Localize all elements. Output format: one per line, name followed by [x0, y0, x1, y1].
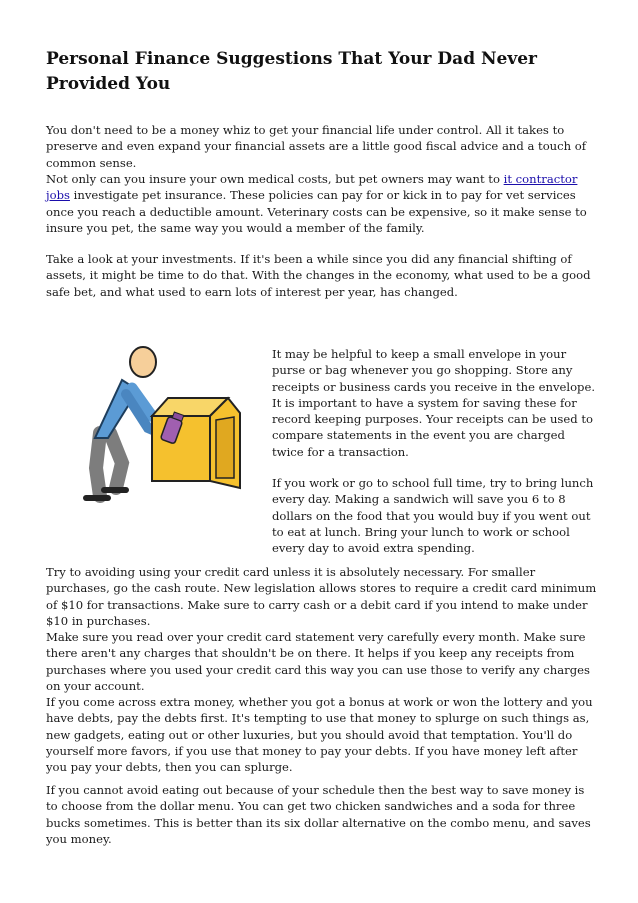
paragraph-pet-insurance: [46, 171, 598, 236]
paragraph-dollar-menu: If you cannot avoid eating out because of your schedule then the best way to save money is to choose from the dollar menu. You can get two chicken sandwiches and a soda for three bucks sometimes. This is better than its six dollar alternative on the combo menu, and saves you money.: [46, 783, 591, 846]
paragraph-statement: Make sure you read over your credit card statement very carefully every month. Make sure there aren't any charges that shouldn't be on there. It helps if you keep any receipts from purchases where you used your credit card this way you can use those to verify any charges on your account.: [46, 630, 590, 693]
paragraph-lunch: If you work or go to school full time, try to bring lunch every day. Making a sandwich will save you 6 to 8 dollars on the food that you would buy if you went out to eat at lunch. Bring your lunch to work or school every day to avoid extra spending.: [272, 476, 594, 556]
paragraph-text: investigate pet insurance. These policies can pay for or kick in to pay for vet services once you reach a deductible amount. Veterinary costs can be expensive, so it make sense to insure you pet, the same way you would a member of the family.: [46, 188, 587, 235]
illustration-svg: [60, 338, 265, 508]
paragraph-credit-card-use: Try to avoiding using your credit card unless it is absolutely necessary. For smaller purchases, go the cash route. New legislation allows stores to require a credit card minimum of $10 for transactions. Make sure to carry cash or a debit card if you intend to make under $10 in purchases.: [46, 565, 597, 628]
paragraph-intro: You don't need to be a money whiz to get your financial life under control. All it takes to preserve and even expand your financial assets are a little good fiscal advice and a touch of common sense.: [46, 123, 587, 170]
paragraph-text: Not only can you insure your own medical costs, but pet owners may want to: [46, 172, 504, 186]
paragraph-extra-money: If you come across extra money, whether you got a bonus at work or won the lottery and you have debts, pay the debts first. It's tempting to use that money to splurge on such things as, new gadgets, eating out or other luxuries, but you should avoid that temptation. You'll do yourself more favors, if you use that money to pay your debts. If you have money left after you pay your debts, then you can splurge.: [46, 695, 593, 775]
paragraph-receipts: It may be helpful to keep a small envelope in your purse or bag whenever you go shopping. Store any receipts or business cards you receive in the envelope. It is important to have a system for saving these for record keeping purposes. Your receipts can be used to compare statements in the event you are charged twice for a transaction.: [272, 347, 596, 459]
page-title: Personal Finance Suggestions That Your Dad Never Provided You: [46, 49, 537, 94]
contractor-jobs-link[interactable]: it contractor jobs: [46, 172, 578, 203]
person-with-box-illustration: [60, 338, 265, 508]
paragraph-investments: Take a look at your investments. If it's been a while since you did any financial shifting of assets, it might be time to do that. With the changes in the economy, what used to be a good safe bet, and what used to earn lots of interest per year, has changed.: [46, 252, 591, 299]
